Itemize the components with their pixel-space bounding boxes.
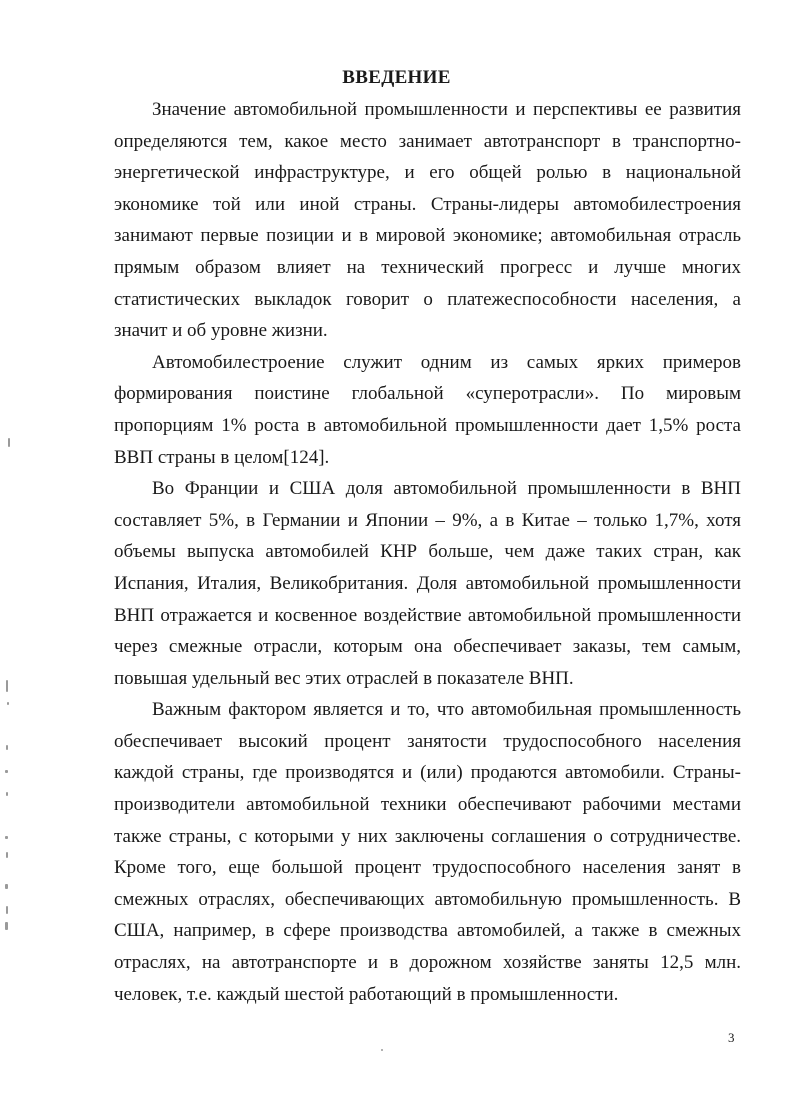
paragraph-2: Автомобилестроение служит одним из самых ярких примеров формирования поистине глобальной «суперотрасли». По мировым пропорциям 1% роста в автомобильной промышленности дает 1,5% роста ВВП страны в целом[124]. [114, 351, 741, 468]
scan-speck [5, 922, 8, 930]
section-title: ВВЕДЕНИЕ [342, 67, 451, 88]
body-text [114, 94, 741, 1010]
paragraph-1: Значение автомобильной промышленности и перспективы ее развития определяются тем, какое место занимает автотранспорт в транспортно-энергетической инфраструктуре, и его общей ролью в национальной экономике той или иной страны. Страны-лидеры автомобилестроения занимают первые позиции и в мировой экономике; автомобильная отрасль прямым образом влияет на технический прогресс и лучше многих статистических выкладок говорит о платежеспособности населения, а значит и об уровне жизни. [114, 99, 741, 342]
scan-speck [8, 438, 10, 447]
scan-speck [7, 702, 9, 705]
paragraph-3: Во Франции и США доля автомобильной промышленности в ВНП составляет 5%, в Германии и Японии – 9%, а в Китае – только 1,7%, хотя объемы выпуска автомобилей КНР больше, чем даже таких стран, как Испания, Италия, Великобритания. Доля автомобильной промышленности ВНП отражается и косвенное воздействие автомобильной промышленности через смежные отрасли, которым она обеспечивает заказы, тем самым, повышая удельный вес этих отраслей в показателе ВНП. [114, 478, 741, 689]
scan-speck [5, 836, 8, 839]
scan-speck [6, 680, 8, 692]
scan-speck [6, 745, 8, 750]
paragraph-4: Важным фактором является и то, что автомобильная промышленность обеспечивает высокий процент занятости трудоспособного населения каждой страны, где производятся и (или) продаются автомобили. Страны-производители автомобильной техники обеспечивают рабочими местами также страны, с которыми у них заключены соглашения о сотрудничестве. Кроме того, еще большой процент трудоспособного населения занят в смежных отраслях, обеспечивающих автомобильную промышленность. В США, например, в сфере производства автомобилей, а также в смежных отраслях, на автотранспорте и в дорожном хозяйстве заняты 12,5 млн. человек, т.е. каждый шестой работающий в промышленности. [114, 699, 741, 1005]
scan-speck [381, 1049, 383, 1051]
scan-speck [6, 792, 8, 796]
scan-speck [6, 906, 8, 914]
scan-speck [5, 770, 8, 773]
scan-speck [6, 852, 8, 858]
scan-speck [5, 884, 8, 889]
page-number: 3 [728, 1030, 735, 1045]
